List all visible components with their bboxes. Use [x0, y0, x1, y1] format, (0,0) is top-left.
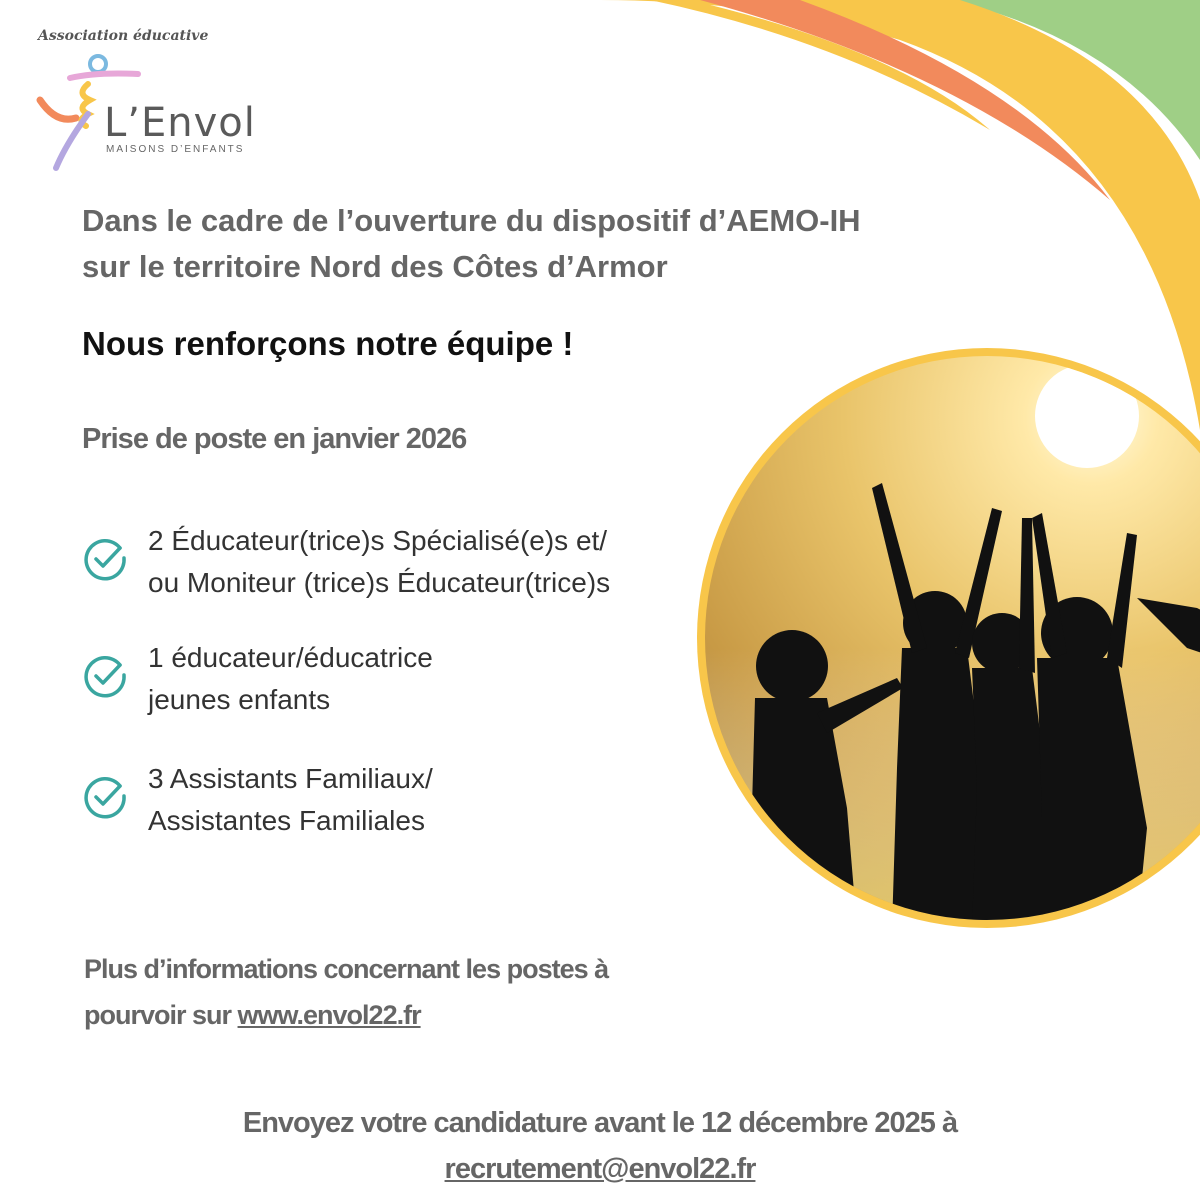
website-link[interactable]: www.envol22.fr	[237, 1000, 421, 1030]
more-info-text	[84, 946, 784, 1038]
position-line-1: 3 Assistants Familiaux/	[148, 763, 433, 794]
apply-text	[0, 1100, 1200, 1192]
position-line-2: jeunes enfants	[148, 684, 331, 715]
check-circle-icon	[82, 536, 128, 582]
logo-subtitle: MAISONS D’ENFANTS	[106, 144, 245, 155]
position-line-1: 1 éducateur/éducatrice	[148, 642, 433, 673]
check-circle-icon	[82, 653, 128, 699]
intro-text	[82, 198, 1042, 290]
logo-name: L’Envol	[104, 100, 256, 146]
intro-line-1: Dans le cadre de l’ouverture du dispositif d’AEMO-IH	[82, 203, 861, 238]
position-line-1: 2 Éducateur(trice)s Spécialisé(e)s et/	[148, 525, 608, 556]
start-date: Prise de poste en janvier 2026	[82, 423, 467, 455]
position-label	[148, 520, 688, 604]
check-circle-icon	[82, 774, 128, 820]
logo-tagline: Association éducative	[38, 28, 209, 44]
more-info-line-2	[84, 992, 784, 1038]
intro-line-2: sur le territoire Nord des Côtes d’Armor	[82, 249, 668, 284]
more-info-prefix: pourvoir sur	[84, 1000, 238, 1030]
apply-line-1: Envoyez votre candidature avant le 12 décembre 2025 à	[242, 1107, 958, 1139]
position-label	[148, 758, 688, 842]
email-link[interactable]: recrutement@envol22.fr	[444, 1153, 756, 1185]
more-info-line-1: Plus d’informations concernant les postes à	[84, 954, 609, 984]
headline: Nous renforçons notre équipe !	[82, 325, 574, 362]
position-line-2: Assistantes Familiales	[148, 805, 425, 836]
position-label	[148, 637, 688, 721]
position-line-2: ou Moniteur (trice)s Éducateur(trice)s	[148, 567, 611, 598]
children-silhouette-photo	[697, 348, 1200, 928]
logo	[36, 28, 266, 173]
